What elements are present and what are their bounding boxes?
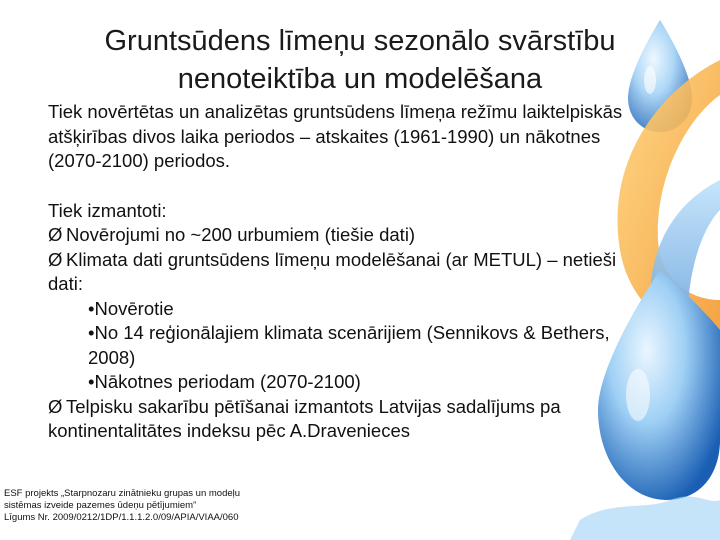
footer-line-2: sistēmas izveide pazemes ūdeņu pētījumiem” [4,500,197,511]
arrow-bullet-icon: Ø [48,395,63,417]
sub-item-future: •Nākotnes periodam (2070-2100) [88,371,361,392]
intro-line-2: atšķirības divos laika periodos – atskaites (1961-1990) un nākotnes [48,125,601,147]
intro-line-3: (2070-2100) periodos. [48,150,231,171]
slide-title-line-1: Gruntsūdens līmeņu sezonālo svārstību [104,25,616,57]
list-item-spatial [48,395,676,420]
slide-body [48,100,676,444]
slide-title [40,22,680,98]
used-heading: Tiek izmantoti: [48,199,167,221]
sub-item-scenarios-cont: 2008) [88,346,136,368]
list-item-climate-data-cont: dati: [48,273,83,294]
sub-item-scenarios: •No 14 reģionālajiem klimata scenārijiem (Sennikovs & Bethers, [88,322,610,343]
list-item-spatial-text: Telpisku sakarību pētīšanai izmantots Latvijas sadalījums pa [66,395,561,417]
list-item-observations-text: Novērojumi no ~200 urbumiem (tiešie dati) [66,224,416,245]
slide-title-line-2: nenoteiktība un modelēšana [177,63,543,95]
intro-paragraph [48,100,676,174]
list-item-climate-data [48,248,676,273]
list-item-spatial-cont: kontinentalitātes indeksu pēc A.Dravenieces [48,420,410,441]
list-item-climate-data-text: Klimata dati gruntsūdens līmeņu modelēšanai (ar METUL) – netieši [66,248,617,270]
footer-line-1: ESF projekts „Starpnozaru zinātnieku grupas un modeļu [4,488,241,499]
project-footer [4,488,324,524]
arrow-bullet-icon: Ø [48,224,63,245]
intro-line-1: Tiek novērtētas un analizētas gruntsūdens līmeņa režīmu laiktelpiskās [48,101,623,122]
sub-item-observed: •Novērotie [88,297,174,319]
footer-line-3: Līgums Nr. 2009/0212/1DP/1.1.1.2.0/09/APIA/VIAA/060 [4,512,239,523]
list-item-observations [48,223,676,248]
arrow-bullet-icon: Ø [48,248,63,270]
used-data-list [48,199,676,444]
